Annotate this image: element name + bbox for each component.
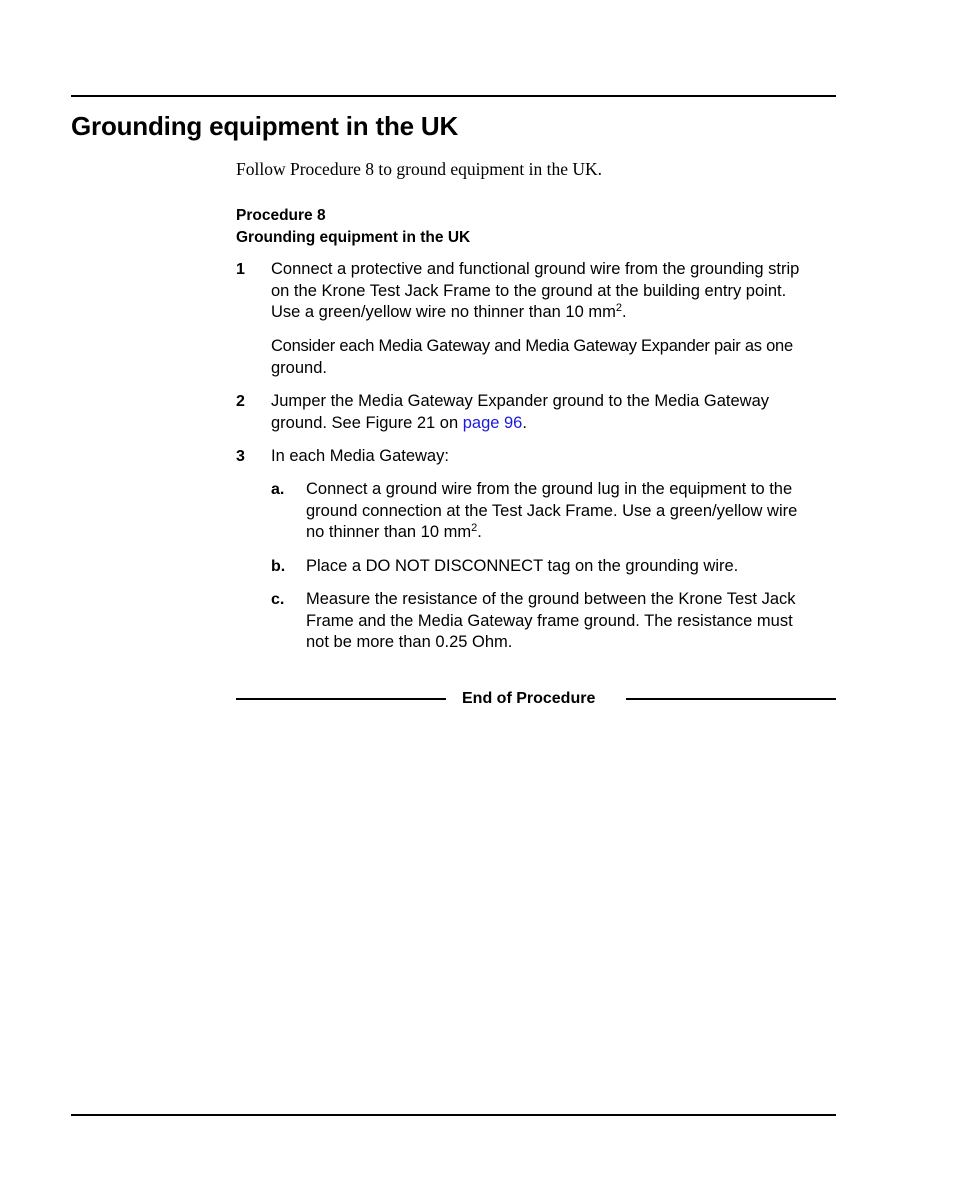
bottom-rule [71,1114,836,1116]
step-line: on the Krone Test Jack Frame to the ground at the building entry point. [271,281,787,300]
step-number: 2 [236,393,245,410]
step-number: 1 [236,261,245,278]
end-rule-right [626,698,836,700]
note-line: ground. [271,358,327,377]
page-heading: Grounding equipment in the UK [71,111,459,141]
superscript: 2 [615,302,622,314]
substep-line-text: no thinner than 10 mm [306,523,472,541]
substep-line: ground connection at the Test Jack Frame. Use a green/yellow wire [306,501,798,520]
step-1-text [271,259,799,324]
page-96-link[interactable]: page 96 [462,413,523,432]
procedure-number: Procedure 8 [236,207,326,224]
end-punct: . [522,413,527,432]
end-of-procedure-label: End of Procedure [462,690,596,707]
end-punct: . [621,303,627,321]
substep-line: Measure the resistance of the ground between the Krone Test Jack [306,590,796,608]
step-line: Jumper the Media Gateway Expander ground to the Media Gateway [271,392,770,410]
substep-b-text [306,556,738,578]
step-3-text [271,446,449,468]
substep-line: Connect a ground wire from the ground lug in the equipment to the [306,480,793,498]
step-2-text [271,391,769,434]
procedure-name: Grounding equipment in the UK [236,229,471,246]
substep-letter: b. [271,558,286,575]
substep-a-text [306,479,797,544]
step-number: 3 [236,448,245,465]
substep-line: Frame and the Media Gateway frame ground. The resistance must [306,611,793,630]
step-line [271,302,799,324]
substep-letter: a. [271,481,285,498]
substep-line [306,522,797,544]
step-line: Connect a protective and functional ground wire from the grounding strip [271,260,800,278]
substep-letter: c. [271,591,285,608]
step-line: In each Media Gateway: [271,447,449,465]
note-line: Consider each Media Gateway and Media Gateway Expander pair as one [271,337,793,355]
procedure-title [236,205,470,249]
step-line-text: ground. See Figure 21 on [271,413,463,432]
superscript: 2 [471,522,478,534]
substep-line: Place a DO NOT DISCONNECT tag on the grounding wire. [306,557,739,575]
top-rule [71,95,836,97]
substep-c-text [306,589,796,654]
step-line [271,413,769,435]
step-line-text: Use a green/yellow wire no thinner than 10 mm [271,303,616,321]
end-rule-left [236,698,446,700]
intro-text: Follow Procedure 8 to ground equipment in the UK. [236,159,602,179]
step-1-note [271,336,793,379]
substep-line: not be more than 0.25 Ohm. [306,633,513,651]
end-punct: . [477,523,482,541]
